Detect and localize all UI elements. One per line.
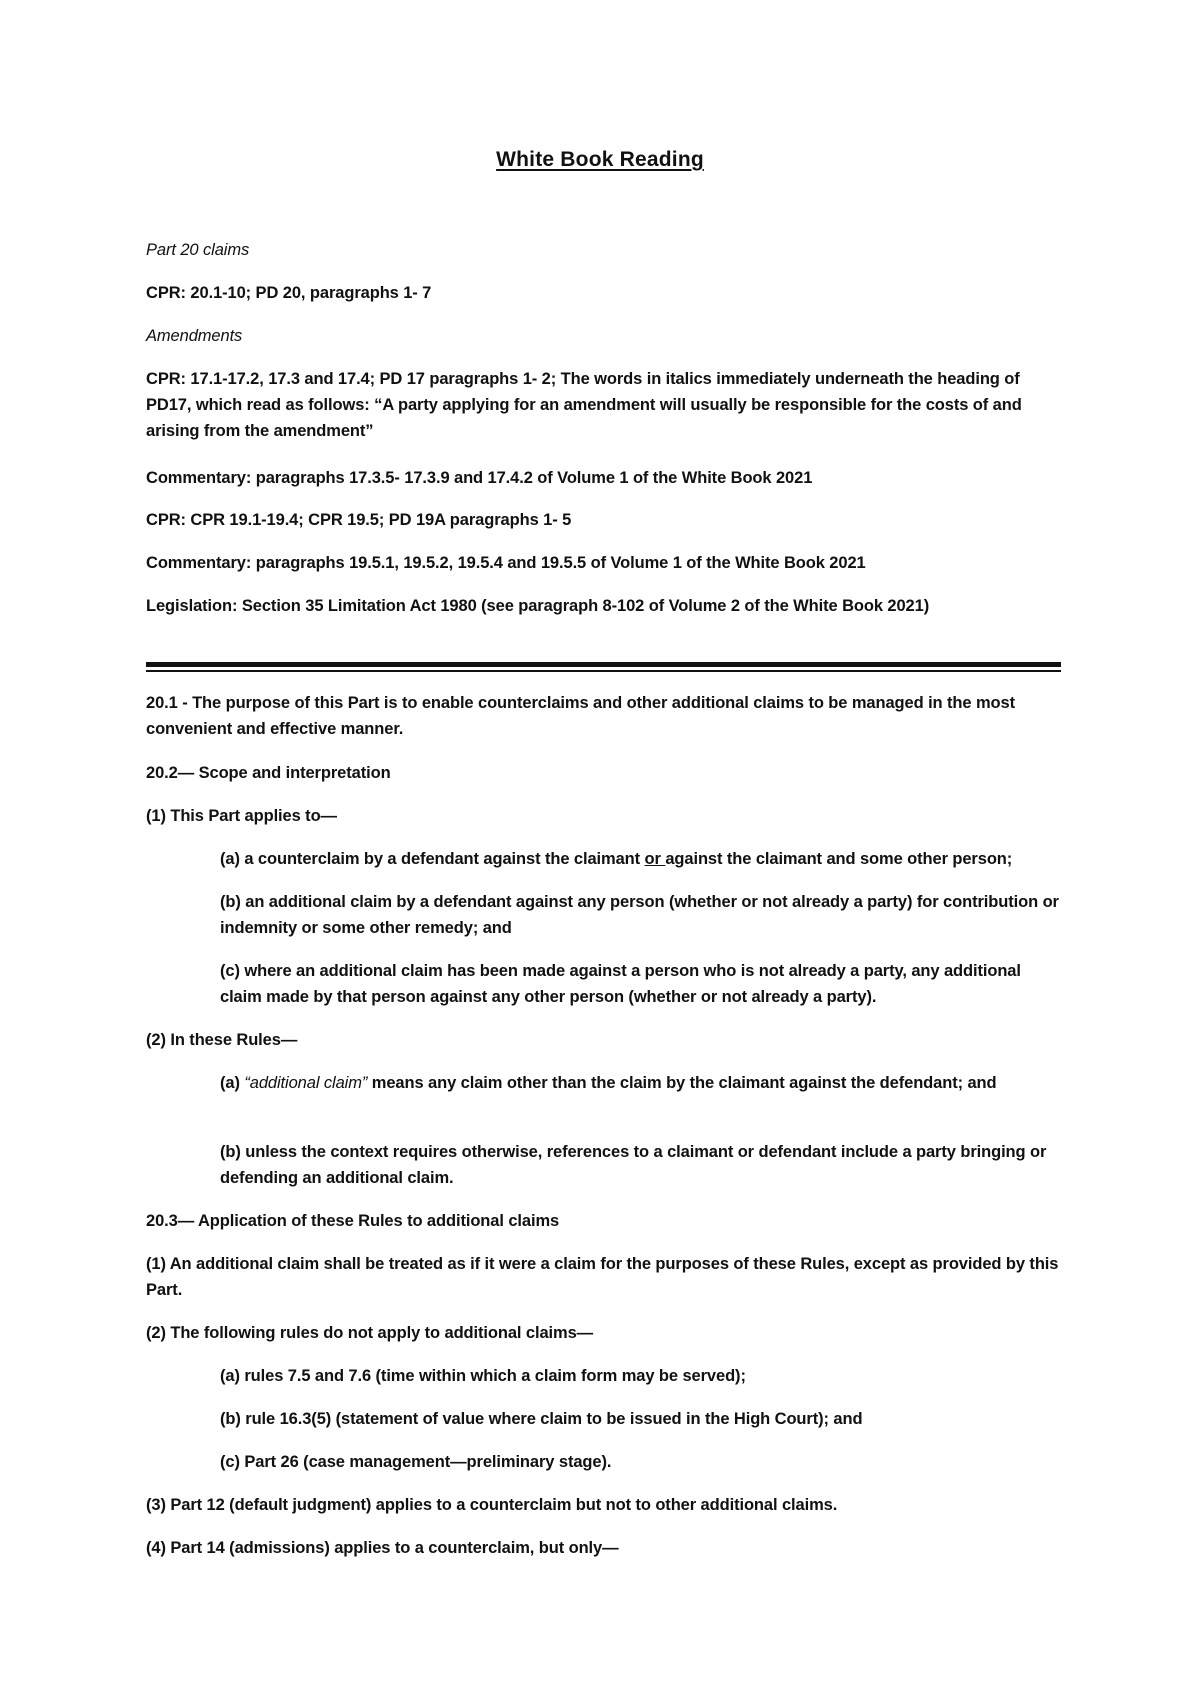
cpr-19-reference: CPR: CPR 19.1-19.4; CPR 19.5; PD 19A paragraphs 1- 5 [146,511,572,529]
rule-20-2-heading: 20.2— Scope and interpretation [146,764,391,782]
rule-20-3-3: (3) Part 12 (default judgment) applies to a counterclaim but not to other additional claims. [146,1496,838,1514]
rule-20-2-1-a-text-end: against the claimant and some other person; [665,850,1013,868]
amendments-heading: Amendments [146,327,243,345]
rule-20-1: 20.1 - The purpose of this Part is to enable counterclaims and other additional claims to be managed in the most convenient and effective manner. [146,694,1015,738]
rule-20-2-1: (1) This Part applies to— [146,807,337,825]
rule-20-2-1-b: (b) an additional claim by a defendant against any person (whether or not already a party) for contribution or indemnity or some other remedy; and [220,893,1059,937]
document-title: White Book Reading [496,148,704,171]
rule-20-3-heading: 20.3— Application of these Rules to additional claims [146,1212,560,1230]
rule-20-2-2-a-text: means any claim other than the claim by the claimant against the defendant; and [367,1074,997,1092]
rule-20-2-1-a-text-start: (a) a counterclaim by a defendant against the claimant [220,850,645,868]
commentary-17-reference: Commentary: paragraphs 17.3.5- 17.3.9 and 17.4.2 of Volume 1 of the White Book 2021 [146,469,813,487]
rule-20-2-2-a-term: “additional claim” [244,1074,368,1092]
rule-20-2-1-c: (c) where an additional claim has been made against a person who is not already a party, any additional claim made by that person against any other person (whether or not already a party). [220,962,1021,1006]
rule-20-3-2: (2) The following rules do not apply to additional claims— [146,1324,594,1342]
rule-20-2-2-b: (b) unless the context requires otherwise, references to a claimant or defendant include a party bringing or defending an additional claim. [220,1143,1047,1187]
part20-cpr-reference: CPR: 20.1-10; PD 20, paragraphs 1- 7 [146,284,432,302]
rule-20-3-2-a: (a) rules 7.5 and 7.6 (time within which a claim form may be served); [220,1367,746,1385]
legislation-reference: Legislation: Section 35 Limitation Act 1980 (see paragraph 8-102 of Volume 2 of the White Book 2021) [146,597,930,615]
rule-20-2-2-a [220,1070,1065,1096]
rule-20-3-1: (1) An additional claim shall be treated as if it were a claim for the purposes of these Rules, except as provided by this Part. [146,1255,1059,1299]
rule-20-2-1-a [220,846,1065,872]
rule-20-3-2-c: (c) Part 26 (case management—preliminary stage). [220,1453,612,1471]
amendments-cpr-reference: CPR: 17.1-17.2, 17.3 and 17.4; PD 17 paragraphs 1- 2; The words in italics immediately underneath the heading of PD17, which read as follows: “A party applying for an amendment will usually be responsible for the costs of and arising from the amendment” [146,370,1022,440]
rule-20-3-4: (4) Part 14 (admissions) applies to a counterclaim, but only— [146,1539,619,1557]
section-divider-thin [146,670,1061,672]
rule-20-2-2-a-prefix: (a) [220,1074,245,1092]
rule-20-2-1-a-or: or [644,850,666,868]
part20-heading: Part 20 claims [146,241,250,259]
section-divider-thick [146,662,1061,667]
rule-20-3-2-b: (b) rule 16.3(5) (statement of value where claim to be issued in the High Court); and [220,1410,863,1428]
commentary-19-reference: Commentary: paragraphs 19.5.1, 19.5.2, 19.5.4 and 19.5.5 of Volume 1 of the White Book 2021 [146,554,866,572]
rule-20-2-2: (2) In these Rules— [146,1031,298,1049]
